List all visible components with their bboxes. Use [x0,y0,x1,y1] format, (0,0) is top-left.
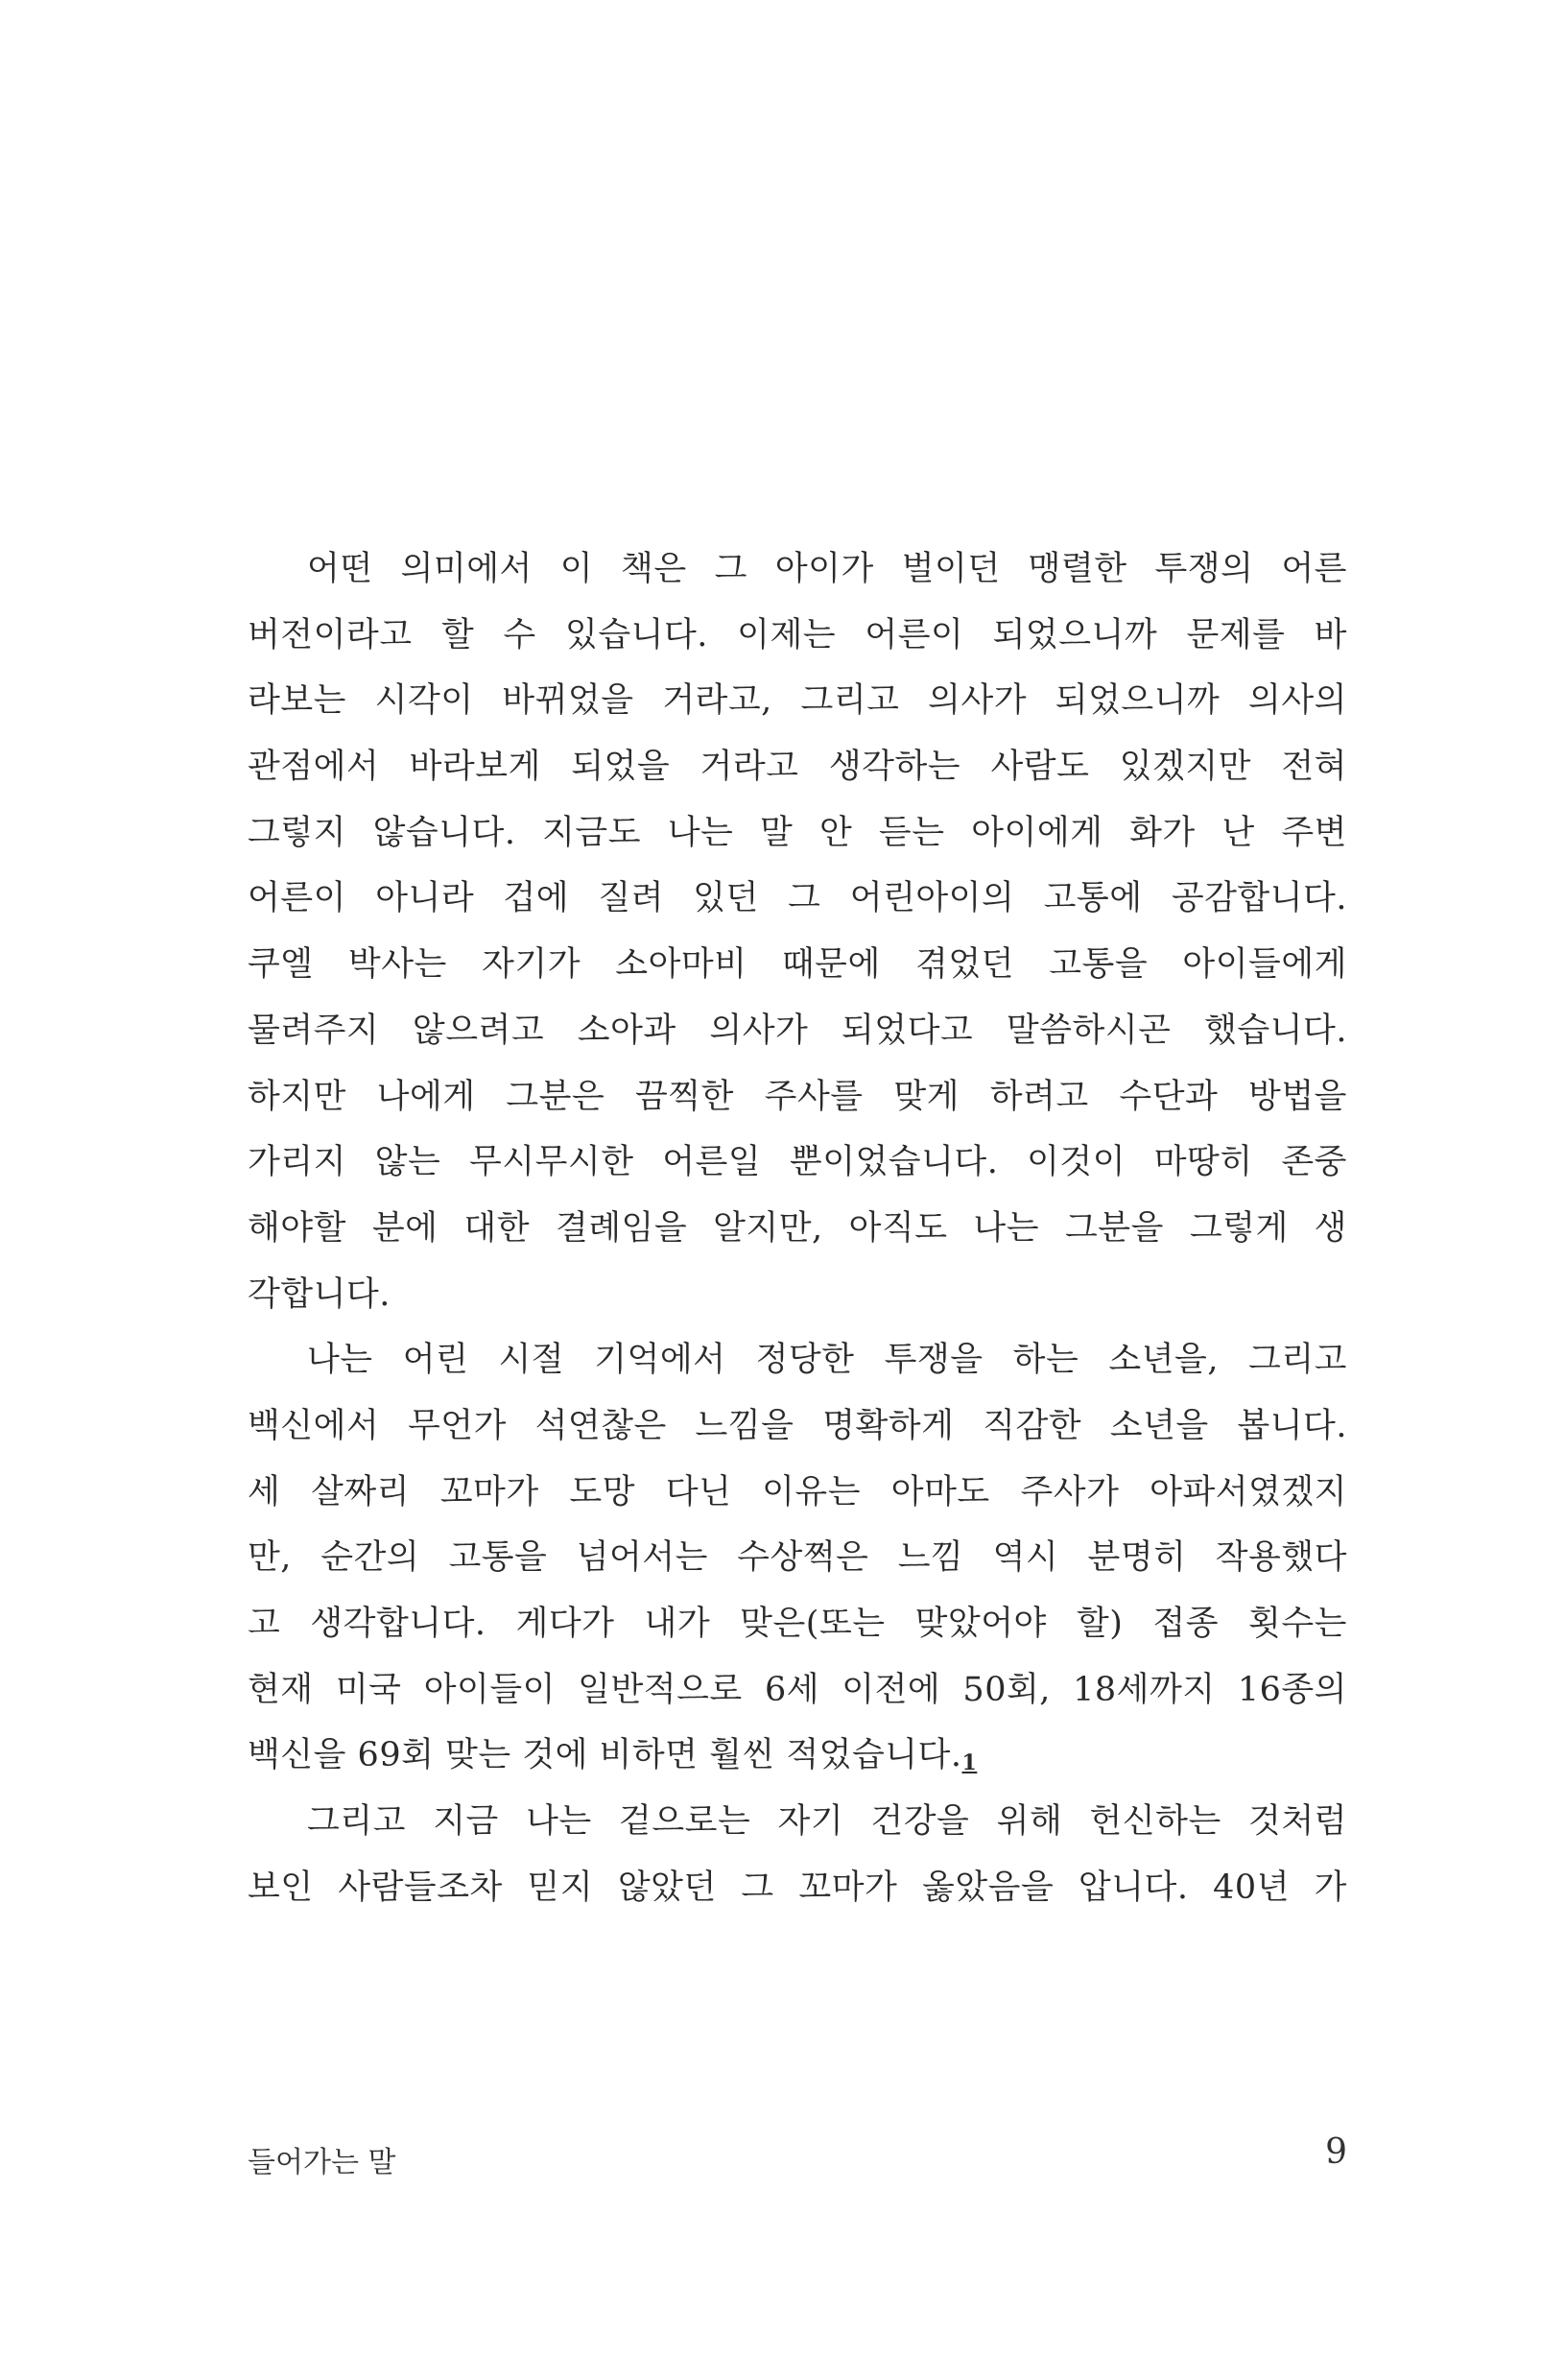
text-line: 보인 사람들조차 믿지 않았던 그 꼬마가 옳았음을 압니다. 40년 가 [248,1868,1347,1907]
text-line: 각합니다. [248,1274,391,1314]
footer-section-title: 들어가는 말 [248,2146,396,2179]
page-number: 9 [1325,2132,1347,2172]
text-line: 그리고 지금 나는 겉으로는 자기 건강을 위해 헌신하는 것처럼 [307,1802,1347,1842]
text-line: 해야할 분에 대한 결례임을 알지만, 아직도 나는 그분을 그렇게 생 [248,1208,1347,1248]
text-line: 백신을 69회 맞는 것에 비하면 훨씬 적었습니다. [248,1736,962,1775]
text-line: 물려주지 않으려고 소아과 의사가 되었다고 말씀하시곤 했습니다. [248,1011,1347,1050]
text-line: 어른이 아니라 겁에 질려 있던 그 어린아이의 고통에 공감합니다. [248,879,1347,918]
paragraph-1 [248,536,1347,1327]
text-line: 쿠엘 박사는 자기가 소아마비 때문에 겪었던 고통을 아이들에게 [248,945,1347,985]
text-line-with-footnote [248,1723,1347,1789]
text-line: 하지만 나에게 그분은 끔찍한 주사를 맞게 하려고 수단과 방법을 [248,1077,1347,1116]
text-line: 버전이라고 할 수 있습니다. 이제는 어른이 되었으니까 문제를 바 [248,615,1347,654]
text-line: 세 살짜리 꼬마가 도망 다닌 이유는 아마도 주사가 아파서였겠지 [248,1472,1347,1511]
text-line: 가리지 않는 무시무시한 어른일 뿐이었습니다. 이것이 마땅히 존중 [248,1143,1347,1182]
text-line: 그렇지 않습니다. 지금도 나는 말 안 듣는 아이에게 화가 난 주변 [248,813,1347,852]
text-line: 만, 순간의 고통을 넘어서는 수상쩍은 느낌 역시 분명히 작용했다 [248,1538,1347,1578]
text-line: 어떤 의미에서 이 책은 그 아이가 벌이던 맹렬한 투쟁의 어른 [307,550,1347,588]
text-line: 라보는 시각이 바뀌었을 거라고, 그리고 의사가 되었으니까 의사의 [248,681,1347,721]
text-line: 관점에서 바라보게 되었을 거라고 생각하는 사람도 있겠지만 전혀 [248,748,1347,787]
paragraph-3 [248,1789,1347,1920]
text-line: 현재 미국 아이들이 일반적으로 6세 이전에 50회, 18세까지 16종의 [248,1670,1347,1709]
text-line: 고 생각합니다. 게다가 내가 맞은(또는 맞았어야 할) 접종 횟수는 [248,1605,1347,1643]
text-line: 나는 어린 시절 기억에서 정당한 투쟁을 하는 소년을, 그리고 [307,1341,1347,1380]
paragraph-2 [248,1327,1347,1789]
text-line: 백신에서 무언가 석연찮은 느낌을 명확하게 직감한 소년을 봅니다. [248,1406,1347,1445]
page-body [248,536,1347,1920]
footnote-link[interactable]: 1 [961,1750,978,1776]
